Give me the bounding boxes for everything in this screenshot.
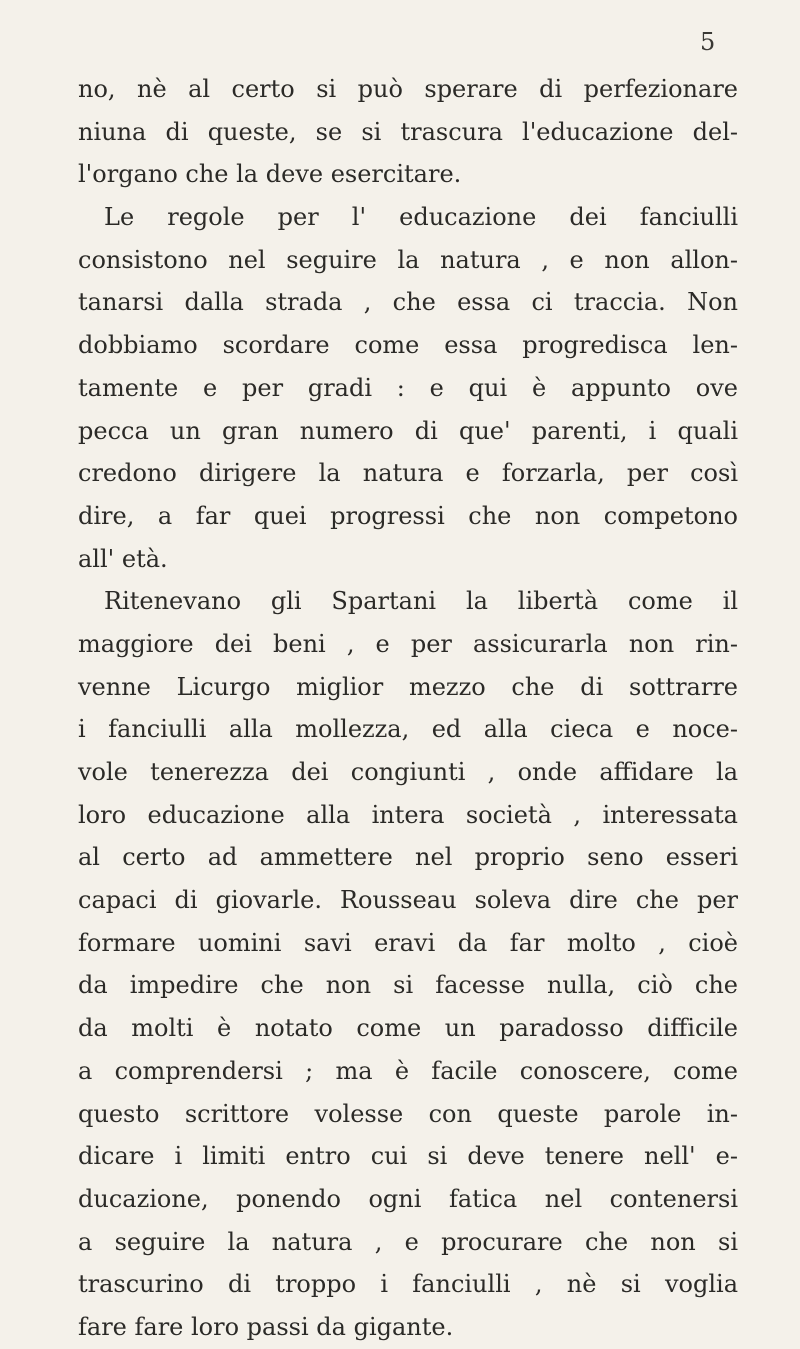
text-line: no, nè al certo si può sperare di perfezionare [78, 75, 738, 103]
text-line: a seguire la natura , e procurare che non si [78, 1227, 738, 1256]
text-line: dobbiamo scordare come essa progredisca len- [78, 331, 738, 360]
text-line: questo scrittore volesse con queste parole in- [78, 1099, 738, 1128]
text-line: capaci di giovarle. Rousseau soleva dire che per [78, 886, 738, 915]
text-line: fare fare loro passi da gigante. [78, 1312, 454, 1341]
text-line: dire, a far quei progressi che non competono [78, 501, 738, 530]
text-line: niuna di queste, se si trascura l'educazione del- [78, 117, 738, 146]
text-line: tanarsi dalla strada , che essa ci traccia. Non [78, 288, 738, 317]
text-line: l'organo che la deve esercitare. [78, 160, 462, 189]
text-line: Le regole per l' educazione dei fanciulli [104, 203, 738, 232]
text-line: venne Licurgo miglior mezzo che di sottrarre [78, 672, 738, 701]
text-line: a comprendersi ; ma è facile conoscere, come [78, 1056, 738, 1085]
text-line: all' età. [78, 544, 168, 573]
text-line: formare uomini savi eravi da far molto , cioè [78, 928, 738, 957]
text-line: consistono nel seguire la natura , e non allon- [78, 245, 738, 274]
text-line: loro educazione alla intera società , interessata [78, 800, 738, 829]
text-line: trascurino di troppo i fanciulli , nè si voglia [78, 1270, 738, 1299]
text-line: maggiore dei beni , e per assicurarla non rin- [78, 629, 738, 658]
text-line: vole tenerezza dei congiunti , onde affidare la [78, 758, 738, 786]
text-line: dicare i limiti entro cui si deve tenere nell' e- [78, 1142, 738, 1171]
text-line: tamente e per gradi : e qui è appunto ove [78, 373, 738, 402]
text-line: al certo ad ammettere nel proprio seno esseri [78, 843, 738, 872]
text-line: da impedire che non si facesse nulla, ciò che [78, 971, 738, 1000]
text-line: Ritenevano gli Spartani la libertà come il [104, 587, 738, 616]
text-line: pecca un gran numero di que' parenti, i quali [78, 416, 738, 445]
text-line: ducazione, ponendo ogni fatica nel contenersi [78, 1184, 738, 1213]
body-text [78, 68, 738, 1349]
text-line: da molti è notato come un paradosso difficile [78, 1014, 738, 1043]
text-line: credono dirigere la natura e forzarla, per così [78, 459, 738, 488]
page-number: 5 [700, 28, 716, 56]
text-line: i fanciulli alla mollezza, ed alla cieca e noce- [78, 715, 738, 744]
